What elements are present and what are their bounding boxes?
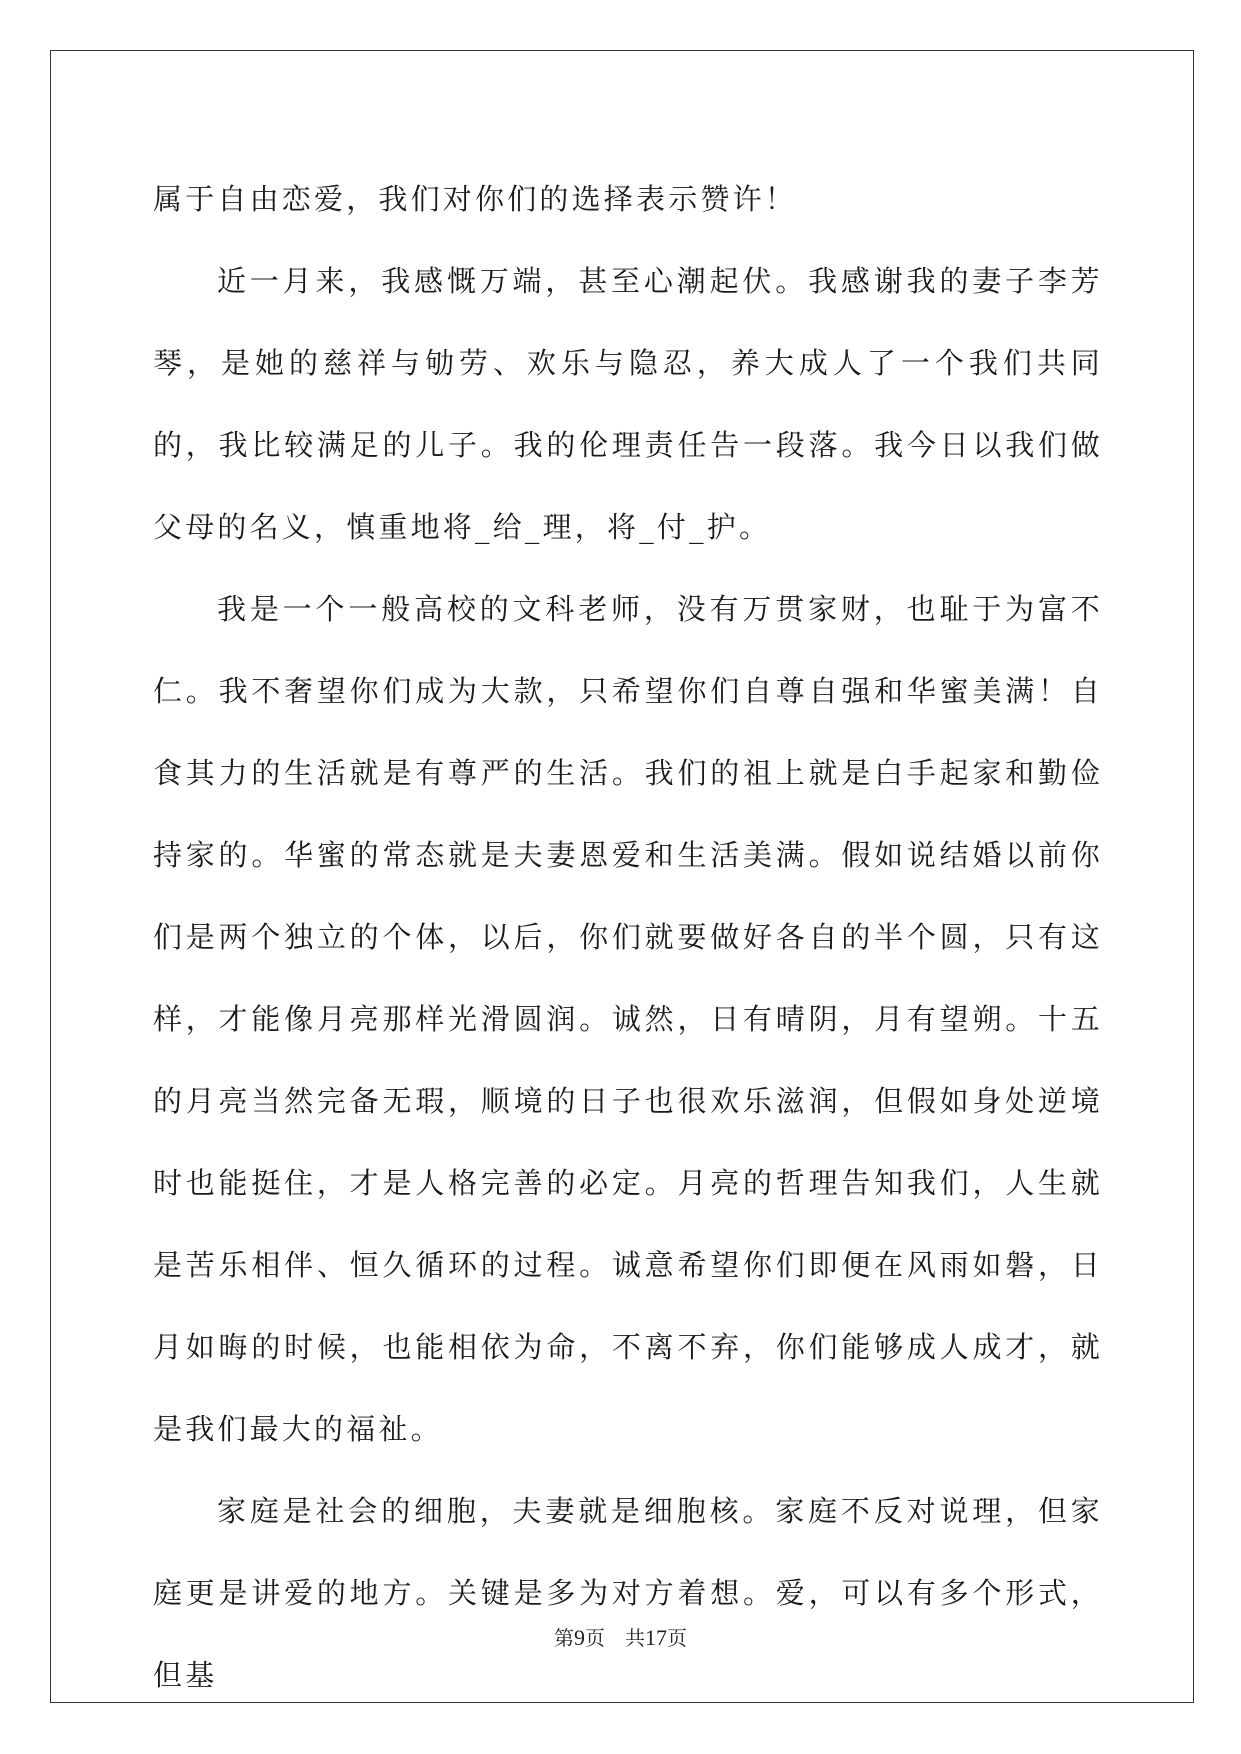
text-line: 亮那样光滑圆润。诚然，日有晴阴，月有望朔。十五的月亮当然完备 (153, 1002, 1103, 1118)
text-line: 我不奢望你们成为大款，只希望你们自尊自强和华蜜美满！自食其力 (153, 674, 1103, 790)
text-line: 的生活就是有尊严的生活。我们的祖上就是白手起家和勤俭持家的。 (153, 756, 1103, 872)
paragraph-4 (153, 1470, 1103, 1716)
text-line: 是她的慈祥与劬劳、欢乐与隐忍，养大成人了一个我们共同的，我比 (153, 346, 1104, 462)
text-line: 较满足的儿子。我的伦理责任告一段落。我今日以我们做父母的名义， (153, 428, 1103, 544)
total-suffix: 页 (667, 1626, 687, 1650)
text-line: 我是一个一般高校的文科老师，没有万贯家财，也耻于为富不仁。 (153, 592, 1103, 708)
page-suffix: 页 (585, 1626, 605, 1650)
total-pages: 17 (645, 1625, 667, 1650)
text-line: 立的个体，以后，你们就要做好各自的半个圆，只有这样，才能像月 (153, 920, 1103, 1036)
text-line: 近一月来，我感慨万端，甚至心潮起伏。我感谢我的妻子李芳琴， (153, 264, 1103, 380)
text-line: 环的过程。诚意希望你们即便在风雨如磐，日月如晦的时候，也能相 (153, 1248, 1103, 1364)
paragraph-3 (153, 568, 1103, 1470)
page-footer (0, 1622, 1241, 1651)
document-body (153, 158, 1103, 1716)
text-line: 家庭是社会的细胞，夫妻就是细胞核。家庭不反对说理，但家庭 (153, 1494, 1103, 1610)
total-prefix: 共 (625, 1626, 645, 1650)
paragraph-2 (153, 240, 1103, 568)
text-line: 华蜜的常态就是夫妻恩爱和生活美满。假如说结婚以前你们是两个独 (153, 838, 1103, 954)
text-line: 更是讲爱的地方。关键是多为对方着想。爱，可以有多个形式，但基 (153, 1576, 1103, 1692)
page-prefix: 第 (554, 1626, 574, 1650)
text-line: 人格完善的必定。月亮的哲理告知我们，人生就是苦乐相伴、恒久循 (153, 1166, 1103, 1282)
paragraph-1 (153, 158, 1103, 240)
text-line: 属于自由恋爱，我们对你们的选择表示赞许！ (153, 182, 798, 216)
page-number: 9 (574, 1625, 585, 1650)
text-line: 无瑕，顺境的日子也很欢乐滋润，但假如身处逆境时也能挺住，才是 (153, 1084, 1103, 1200)
text-line: 慎重地将_给_理，将_付_护。 (346, 510, 772, 544)
text-line: 依为命，不离不弃，你们能够成人成才，就是我们最大的福祉。 (153, 1330, 1103, 1446)
